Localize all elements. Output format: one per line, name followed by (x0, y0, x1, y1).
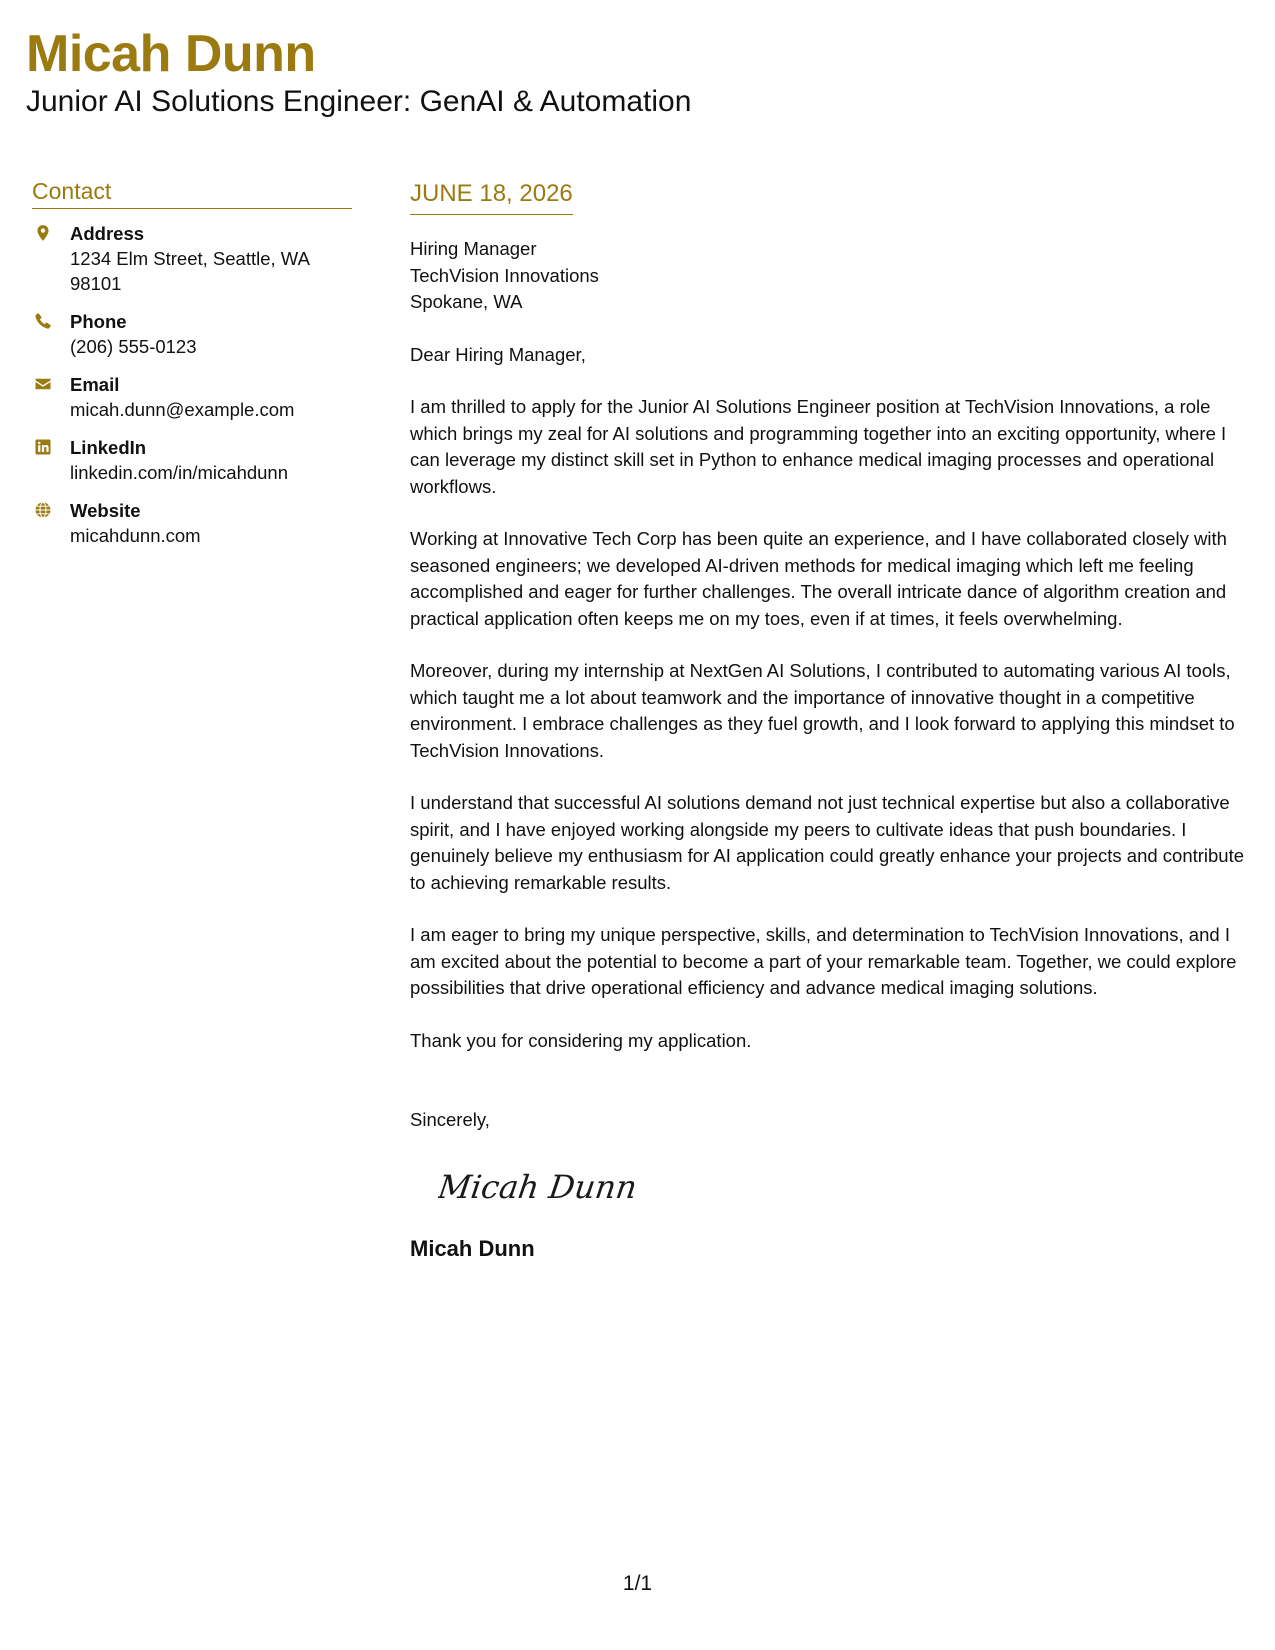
body-paragraph: I am thrilled to apply for the Junior AI Solutions Engineer position at TechVision Innovations, a role which brings my zeal for AI solutions and programming together into an exciting opportunity, where I can leverage my distinct skill set in Python to enhance medical imaging processes and operational workflows. (410, 396, 1227, 497)
body-paragraph: I understand that successful AI solutions demand not just technical expertise but also a collaborative spirit, and I have enjoyed working alongside my peers to cultivate ideas that push boundaries. I genuinely believe my enthusiasm for AI application could greatly enhance your projects and contribute to achieving remarkable results. (410, 792, 1245, 893)
address-value: 1234 Elm Street, Seattle, WA 98101 (70, 248, 309, 294)
contact-item-phone (32, 309, 352, 359)
job-title: Junior AI Solutions Engineer: GenAI & Automation (26, 85, 692, 118)
salutation: Dear Hiring Manager, (410, 343, 586, 365)
contact-item-address (32, 221, 352, 296)
phone-icon (34, 312, 52, 330)
contact-item-linkedin (32, 435, 352, 485)
linkedin-icon (34, 438, 52, 456)
closing: Sincerely, (410, 1109, 490, 1130)
recipient-block (410, 236, 1260, 316)
contact-label: Phone (70, 311, 127, 332)
contact-item-website (32, 498, 352, 548)
globe-icon (34, 501, 52, 519)
body-paragraph: I am eager to bring my unique perspective, skills, and determination to TechVision Innovations, and I am excited about the potential to become a part of your remarkable team. Together, we could explore possibilities that drive operational efficiency and advance medical imaging solutions. (410, 924, 1237, 998)
date-block (410, 178, 573, 215)
letter-date: JUNE 18, 2026 (410, 180, 573, 207)
body-paragraph: Thank you for considering my application. (410, 1029, 752, 1051)
recipient-location: Spokane, WA (410, 291, 523, 312)
body-paragraph: Working at Innovative Tech Corp has been quite an experience, and I have collaborated closely with seasoned engineers; we developed AI-driven methods for medical imaging which left me feeling accomplished and eager for further challenges. The overall intricate dance of algorithm creation and practical application often keeps me on my toes, even if at times, it feels overwhelming. (410, 528, 1227, 629)
location-pin-icon (34, 224, 52, 242)
page-number: 1/1 (622, 1572, 653, 1595)
signature-image (438, 1162, 648, 1208)
contact-label: LinkedIn (70, 437, 147, 458)
signature-text: Micah Dunn (438, 1167, 640, 1206)
website-value[interactable]: micahdunn.com (70, 525, 201, 546)
recipient-company: TechVision Innovations (410, 264, 599, 286)
contact-sidebar (32, 176, 352, 561)
contact-label: Email (70, 374, 120, 395)
letter-header (26, 24, 1226, 120)
contact-label: Website (70, 500, 141, 521)
signer-name: Micah Dunn (410, 1235, 535, 1261)
recipient-name: Hiring Manager (410, 238, 537, 259)
contact-label: Address (70, 223, 145, 244)
letter-body (410, 178, 1260, 1263)
phone-value: (206) 555-0123 (70, 336, 197, 357)
applicant-name: Micah Dunn (26, 25, 316, 83)
envelope-icon (34, 375, 52, 393)
linkedin-value[interactable]: linkedin.com/in/micahdunn (70, 462, 289, 483)
body-paragraph: Moreover, during my internship at NextGen AI Solutions, I contributed to automating various AI tools, which taught me a lot about teamwork and the importance of innovative thought in a competitive environment. I embrace challenges as they fuel growth, and I look forward to applying this mindset to TechVision Innovations. (410, 660, 1235, 761)
email-value[interactable]: micah.dunn@example.com (70, 399, 295, 420)
contact-list (32, 221, 352, 548)
contact-heading: Contact (32, 176, 352, 209)
contact-item-email (32, 372, 352, 422)
